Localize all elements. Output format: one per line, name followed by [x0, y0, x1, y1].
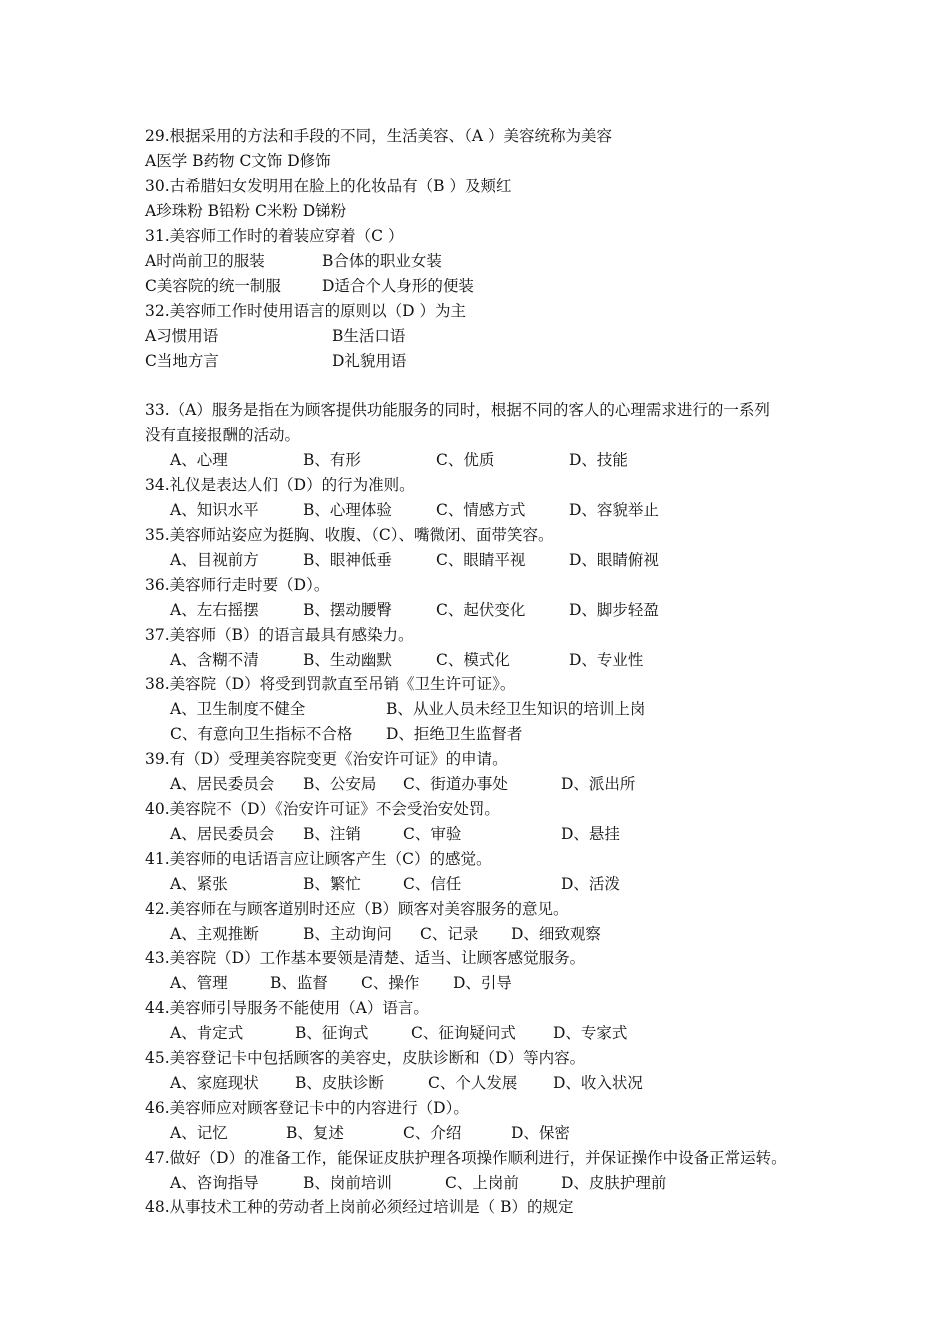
question-37-stem: 37.美容师（B）的语言最具有感染力。	[145, 626, 414, 644]
question-35-option-a: A、目视前方	[170, 551, 259, 569]
question-33-stem: 33.（A）服务是指在为顾客提供功能服务的同时，根据不同的客人的心理需求进行的一系列	[145, 401, 770, 419]
question-39-option-d: D、派出所	[561, 775, 636, 793]
question-32-option-d: D礼貌用语	[332, 352, 407, 370]
question-33-option-a: A、心理	[170, 451, 228, 469]
question-45-option-a: A、家庭现状	[170, 1074, 259, 1092]
question-46-stem: 46.美容师应对顾客登记卡中的内容进行（D）。	[145, 1099, 469, 1117]
question-35-option-b: B、眼神低垂	[303, 551, 392, 569]
question-44-stem: 44.美容师引导服务不能使用（A）语言。	[145, 999, 429, 1017]
question-46-option-c: C、介绍	[403, 1124, 462, 1142]
question-39-option-b: B、公安局	[303, 775, 377, 793]
question-34-option-d: D、容貌举止	[569, 501, 659, 519]
question-42-option-c: C、记录	[420, 925, 479, 943]
question-46-option-d: D、保密	[511, 1124, 570, 1142]
question-41-option-c: C、信任	[403, 875, 462, 893]
question-39-stem: 39.有（D）受理美容院变更《治安许可证》的申请。	[145, 750, 508, 768]
question-43-option-a: A、管理	[170, 974, 228, 992]
question-47-option-b: B、岗前培训	[303, 1174, 392, 1192]
question-45-option-d: D、收入状况	[553, 1074, 643, 1092]
question-40-option-a: A、居民委员会	[170, 825, 275, 843]
question-33-option-b: B、有形	[303, 451, 361, 469]
question-33-option-c: C、优质	[436, 451, 495, 469]
question-32-stem: 32.美容师工作时使用语言的原则以（D ）为主	[145, 302, 467, 320]
question-42-option-b: B、主动询问	[303, 925, 392, 943]
question-46-option-b: B、复述	[286, 1124, 344, 1142]
question-38-option-d: D、拒绝卫生监督者	[386, 725, 523, 743]
question-47-option-a: A、咨询指导	[170, 1174, 259, 1192]
question-37-option-c: C、模式化	[436, 651, 510, 669]
question-32-option-c: C当地方言	[145, 352, 219, 370]
question-40-stem: 40.美容院不（D）《治安许可证》不会受治安处罚。	[145, 800, 500, 818]
question-34-option-c: C、情感方式	[436, 501, 526, 519]
question-44-option-d: D、专家式	[553, 1024, 628, 1042]
question-45-option-c: C、个人发展	[428, 1074, 518, 1092]
question-40-option-b: B、注销	[303, 825, 361, 843]
question-39-option-a: A、居民委员会	[170, 775, 275, 793]
question-42-option-d: D、细致观察	[511, 925, 601, 943]
question-36-option-b: B、摆动腰臀	[303, 601, 392, 619]
question-40-option-c: C、审验	[403, 825, 462, 843]
question-42-option-a: A、主观推断	[170, 925, 259, 943]
question-31-option-b: B合体的职业女装	[322, 252, 442, 270]
question-32-option-a: A习惯用语	[145, 327, 219, 345]
question-41-option-d: D、活泼	[561, 875, 620, 893]
question-34-option-b: B、心理体验	[303, 501, 392, 519]
question-36-option-a: A、左右摇摆	[170, 601, 259, 619]
question-41-option-b: B、繁忙	[303, 875, 361, 893]
question-44-option-b: B、征询式	[295, 1024, 369, 1042]
question-47-option-d: D、皮肤护理前	[561, 1174, 667, 1192]
question-34-option-a: A、知识水平	[170, 501, 259, 519]
question-37-option-b: B、生动幽默	[303, 651, 392, 669]
question-38-option-a: A、卫生制度不健全	[170, 700, 306, 718]
question-46-option-a: A、记忆	[170, 1124, 228, 1142]
question-31-option-a: A时尚前卫的服装	[145, 252, 265, 270]
question-41-option-a: A、紧张	[170, 875, 228, 893]
question-39-option-c: C、街道办事处	[403, 775, 508, 793]
question-41-stem: 41.美容师的电话语言应让顾客产生（C）的感觉。	[145, 850, 492, 868]
question-29-options: A医学 B药物 C文饰 D修饰	[145, 152, 331, 170]
question-30-stem: 30.古希腊妇女发明用在脸上的化妆品有（B ）及颊红	[145, 177, 512, 195]
question-33-stem-continued: 没有直接报酬的活动。	[145, 426, 301, 444]
question-36-option-d: D、脚步轻盈	[569, 601, 659, 619]
question-35-stem: 35.美容师站姿应为挺胸、收腹、（C）、嘴微闭、面带笑容。	[145, 526, 554, 544]
question-40-option-d: D、悬挂	[561, 825, 620, 843]
question-48-stem: 48.从事技术工种的劳动者上岗前必须经过培训是（ B）的规定	[145, 1198, 574, 1216]
question-42-stem: 42.美容师在与顾客道别时还应（B）顾客对美容服务的意见。	[145, 900, 569, 918]
question-36-option-c: C、起伏变化	[436, 601, 526, 619]
question-38-stem: 38.美容院（D）将受到罚款直至吊销《卫生许可证》。	[145, 675, 516, 693]
question-31-option-c: C美容院的统一制服	[145, 277, 281, 295]
question-45-stem: 45.美容登记卡中包括顾客的美容史，皮肤诊断和（D）等内容。	[145, 1049, 586, 1067]
question-36-stem: 36.美容师行走时要（D）。	[145, 576, 330, 594]
question-44-option-a: A、肯定式	[170, 1024, 244, 1042]
question-37-option-d: D、专业性	[569, 651, 644, 669]
question-31-stem: 31.美容师工作时的着装应穿着（C ）	[145, 227, 404, 245]
question-30-options: A珍珠粉 B铅粉 C米粉 D锑粉	[145, 202, 347, 220]
question-34-stem: 34.礼仪是表达人们（D）的行为准则。	[145, 476, 415, 494]
question-35-option-c: C、眼睛平视	[436, 551, 526, 569]
question-37-option-a: A、含糊不清	[170, 651, 259, 669]
question-35-option-d: D、眼睛俯视	[569, 551, 659, 569]
question-45-option-b: B、皮肤诊断	[295, 1074, 384, 1092]
question-43-stem: 43.美容院（D）工作基本要领是清楚、适当、让顾客感觉服务。	[145, 949, 586, 967]
question-43-option-b: B、监督	[270, 974, 328, 992]
question-44-option-c: C、征询疑问式	[411, 1024, 516, 1042]
question-38-option-b: B、从业人员未经卫生知识的培训上岗	[386, 700, 646, 718]
question-31-option-d: D适合个人身形的便装	[322, 277, 474, 295]
question-47-option-c: C、上岗前	[445, 1174, 519, 1192]
question-32-option-b: B生活口语	[332, 327, 406, 345]
question-33-option-d: D、技能	[569, 451, 628, 469]
question-43-option-c: C、操作	[361, 974, 420, 992]
question-47-stem: 47.做好（D）的准备工作，能保证皮肤护理各项操作顺利进行，并保证操作中设备正常运转。	[145, 1149, 787, 1167]
question-29-stem: 29.根据采用的方法和手段的不同，生活美容、（A ）美容统称为美容	[145, 127, 613, 145]
question-43-option-d: D、引导	[453, 974, 512, 992]
question-38-option-c: C、有意向卫生指标不合格	[170, 725, 353, 743]
